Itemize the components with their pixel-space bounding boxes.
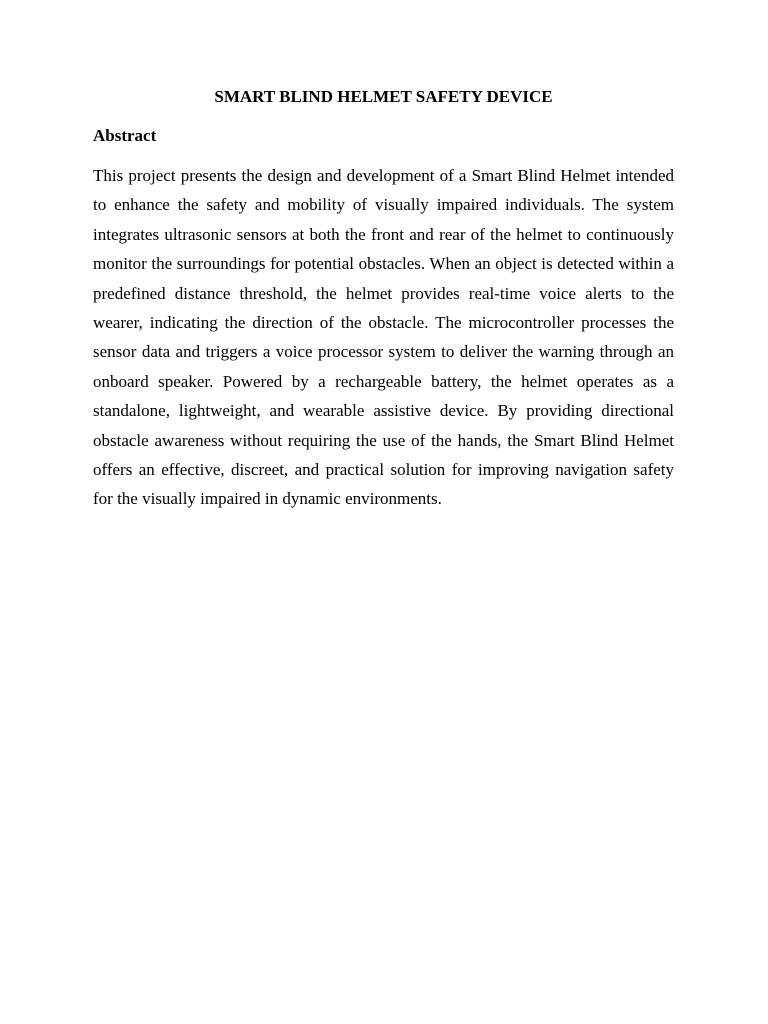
abstract-heading: Abstract — [93, 126, 157, 145]
document-title: SMART BLIND HELMET SAFETY DEVICE — [214, 87, 553, 106]
abstract-paragraph: This project presents the design and development of a Smart Blind Helmet intended to enhance the safety and mobility of visually impaired individuals. The system integrates ultrasonic sensors at both the front and rear of the helmet to continuously monitor the surroundings for potential obstacles. When an object is detected within a predefined distance threshold, the helmet provides real-time voice alerts to the wearer, indicating the direction of the obstacle. The microcontroller processes the sensor data and triggers a voice processor system to deliver the warning through an onboard speaker. Powered by a rechargeable battery, the helmet operates as a standalone, lightweight, and wearable assistive device. By providing directional obstacle awareness without requiring the use of the hands, the Smart Blind Helmet offers an effective, discreet, and practical solution for improving navigation safety for the visually impaired in dynamic environments. — [93, 166, 674, 509]
